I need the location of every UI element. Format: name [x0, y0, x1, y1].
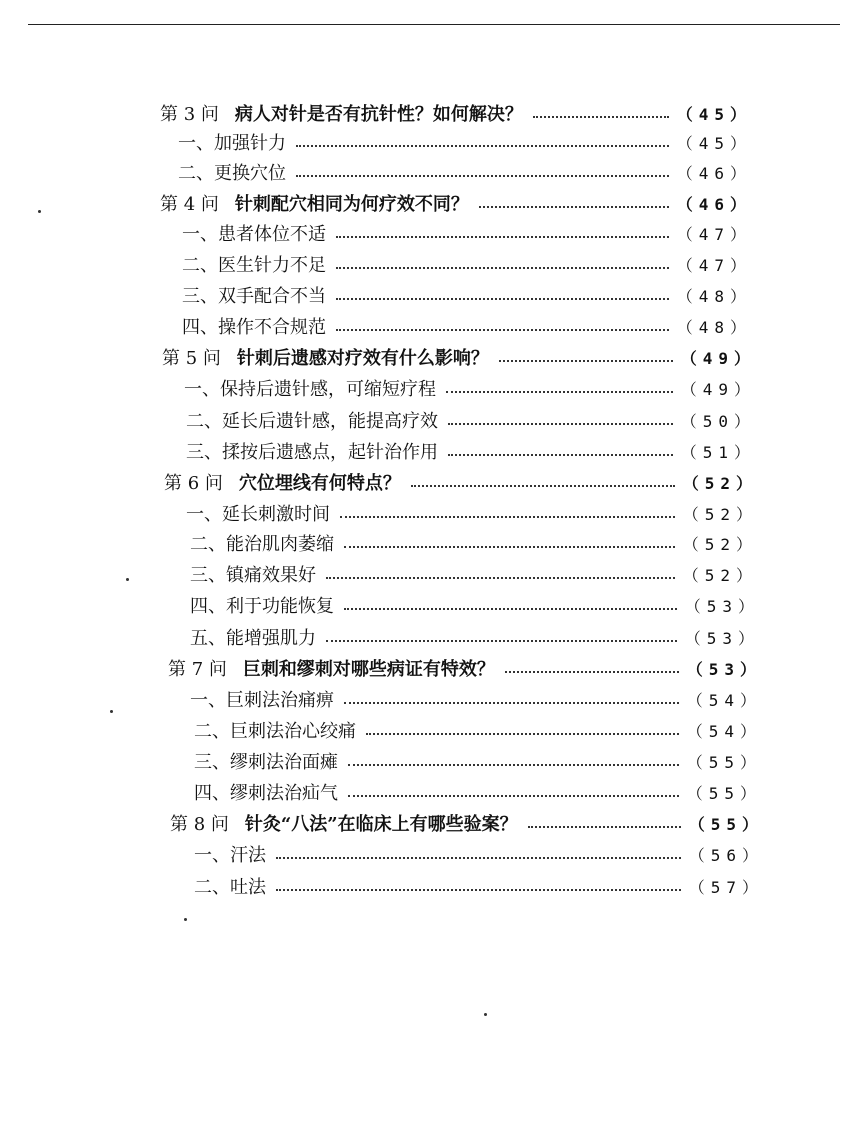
- dot-leader: [276, 857, 681, 859]
- scan-speck: [38, 210, 41, 213]
- dot-leader: [336, 267, 669, 269]
- dot-leader: [296, 175, 669, 177]
- dot-leader: [533, 116, 669, 118]
- entry-title: 二、巨刺法治心绞痛: [194, 721, 356, 742]
- toc-entry-label: [182, 283, 336, 311]
- toc-entry-label: [194, 780, 348, 808]
- toc-item-row: [184, 376, 756, 404]
- entry-title: 一、保持后遗针感，可缩短疗程: [184, 379, 436, 400]
- dot-leader: [336, 329, 669, 331]
- page-number: （46）: [676, 164, 752, 183]
- page-number: （50）: [680, 412, 756, 431]
- toc-item-row: [190, 593, 760, 621]
- toc-entry-label: [182, 314, 336, 342]
- question-number: 第 4 问: [160, 194, 219, 215]
- toc-item-row: [194, 718, 762, 746]
- page-number: （52）: [682, 474, 758, 493]
- toc-entry-label: [160, 191, 479, 219]
- toc-item-row: [182, 252, 752, 280]
- dot-leader: [499, 360, 673, 362]
- toc-entry-label: [184, 376, 446, 404]
- toc-item-row: [182, 221, 752, 249]
- toc-entry-label: [170, 811, 528, 839]
- dot-leader: [344, 608, 677, 610]
- toc-entry-label: [190, 531, 344, 559]
- dot-leader: [446, 391, 673, 393]
- dot-leader: [326, 577, 675, 579]
- toc-item-row: [194, 780, 762, 808]
- dot-leader: [276, 889, 681, 891]
- page-number: （54）: [686, 722, 762, 741]
- toc-entry-label: [190, 562, 326, 590]
- page-number: （56）: [688, 846, 764, 865]
- dot-leader: [336, 298, 669, 300]
- entry-title: 二、吐法: [194, 877, 266, 898]
- entry-title: 五、能增强肌力: [190, 628, 316, 649]
- entry-title: 针刺后遗感对疗效有什么影响？: [236, 348, 489, 369]
- dot-leader: [344, 546, 675, 548]
- toc-item-row: [194, 842, 764, 870]
- dot-leader: [336, 236, 669, 238]
- page-number: （53）: [684, 629, 760, 648]
- toc-entry-label: [168, 656, 505, 684]
- entry-title: 二、延长后遗针感，能提高疗效: [186, 411, 438, 432]
- toc-entry-label: [178, 160, 296, 188]
- scan-speck: [126, 578, 129, 581]
- page-number: （55）: [686, 753, 762, 772]
- toc-item-row: [194, 874, 764, 902]
- toc-item-row: [190, 531, 758, 559]
- page-number: （45）: [676, 134, 752, 153]
- dot-leader: [348, 764, 679, 766]
- page-number: （54）: [686, 691, 762, 710]
- toc-entry-label: [190, 687, 344, 715]
- dot-leader: [528, 826, 681, 828]
- entry-title: 四、利于功能恢复: [190, 596, 334, 617]
- dot-leader: [348, 795, 679, 797]
- toc-entry-label: [182, 221, 336, 249]
- entry-title: 三、镇痛效果好: [190, 565, 316, 586]
- page-number: （48）: [676, 287, 752, 306]
- entry-title: 四、缪刺法治疝气: [194, 783, 338, 804]
- dot-leader: [479, 206, 669, 208]
- toc-item-row: [182, 283, 752, 311]
- toc-item-row: [194, 749, 762, 777]
- toc-section-row: [164, 470, 758, 498]
- page-number: （55）: [688, 815, 764, 834]
- page-number: （48）: [676, 318, 752, 337]
- entry-title: 一、加强针力: [178, 133, 286, 154]
- page-number: （47）: [676, 256, 752, 275]
- entry-title: 一、患者体位不适: [182, 224, 326, 245]
- entry-title: 二、更换穴位: [178, 163, 286, 184]
- toc-section-row: [160, 101, 752, 129]
- toc-entry-label: [194, 842, 276, 870]
- dot-leader: [448, 423, 673, 425]
- dot-leader: [505, 671, 679, 673]
- entry-title: 二、医生针力不足: [182, 255, 326, 276]
- entry-title: 一、巨刺法治痛痹: [190, 690, 334, 711]
- entry-title: 穴位埋线有何特点？: [238, 473, 401, 494]
- page-number: （53）: [686, 660, 762, 679]
- question-number: 第 8 问: [170, 814, 229, 835]
- toc-section-row: [162, 345, 756, 373]
- dot-leader: [366, 733, 679, 735]
- dot-leader: [448, 454, 673, 456]
- scan-speck: [484, 1013, 487, 1016]
- page-number: （52）: [682, 505, 758, 524]
- toc-item-row: [186, 408, 756, 436]
- page-number: （45）: [676, 105, 752, 124]
- entry-title: 巨刺和缪刺对哪些病证有特效？: [242, 659, 495, 680]
- entry-title: 一、延长刺激时间: [186, 504, 330, 525]
- entry-title: 三、缪刺法治面瘫: [194, 752, 338, 773]
- page-number: （51）: [680, 443, 756, 462]
- toc-item-row: [190, 687, 762, 715]
- entry-title: 针灸“八法”在临床上有哪些验案？: [244, 814, 518, 835]
- toc-item-row: [190, 562, 758, 590]
- question-number: 第 3 问: [160, 104, 219, 125]
- page-number: （47）: [676, 225, 752, 244]
- toc-entry-label: [190, 625, 326, 653]
- question-number: 第 7 问: [168, 659, 227, 680]
- toc-item-row: [190, 625, 760, 653]
- page-number: （49）: [680, 380, 756, 399]
- page-number: （52）: [682, 535, 758, 554]
- scan-speck: [110, 710, 113, 713]
- entry-title: 病人对针是否有抗针性？如何解决？: [234, 104, 523, 125]
- scan-speck: [184, 918, 187, 921]
- page-number: （55）: [686, 784, 762, 803]
- page-number: （57）: [688, 878, 764, 897]
- dot-leader: [344, 702, 679, 704]
- dot-leader: [296, 145, 669, 147]
- toc-section-row: [160, 191, 752, 219]
- entry-title: 二、能治肌肉萎缩: [190, 534, 334, 555]
- dot-leader: [340, 516, 675, 518]
- toc-section-row: [170, 811, 764, 839]
- page-number: （49）: [680, 349, 756, 368]
- toc-entry-label: [182, 252, 336, 280]
- toc-item-row: [186, 439, 756, 467]
- toc-entry-label: [164, 470, 411, 498]
- toc-entry-label: [178, 130, 296, 158]
- toc-section-row: [168, 656, 762, 684]
- entry-title: 针刺配穴相同为何疗效不同？: [234, 194, 469, 215]
- entry-title: 三、双手配合不当: [182, 286, 326, 307]
- toc-entry-label: [162, 345, 499, 373]
- toc-entry-label: [194, 874, 276, 902]
- question-number: 第 6 问: [164, 473, 223, 494]
- toc-item-row: [186, 501, 758, 529]
- toc-entry-label: [190, 593, 344, 621]
- toc-item-row: [178, 160, 752, 188]
- dot-leader: [326, 640, 677, 642]
- question-number: 第 5 问: [162, 348, 221, 369]
- toc-entry-label: [160, 101, 533, 129]
- page-number: （52）: [682, 566, 758, 585]
- toc-entry-label: [194, 749, 348, 777]
- page-number: （53）: [684, 597, 760, 616]
- toc-entry-label: [186, 408, 448, 436]
- toc-item-row: [178, 130, 752, 158]
- entry-title: 一、汗法: [194, 845, 266, 866]
- toc-item-row: [182, 314, 752, 342]
- entry-title: 三、揉按后遗感点，起针治作用: [186, 442, 438, 463]
- toc-entry-label: [186, 439, 448, 467]
- dot-leader: [411, 485, 675, 487]
- page-number: （46）: [676, 195, 752, 214]
- toc-entry-label: [186, 501, 340, 529]
- toc-entry-label: [194, 718, 366, 746]
- entry-title: 四、操作不合规范: [182, 317, 326, 338]
